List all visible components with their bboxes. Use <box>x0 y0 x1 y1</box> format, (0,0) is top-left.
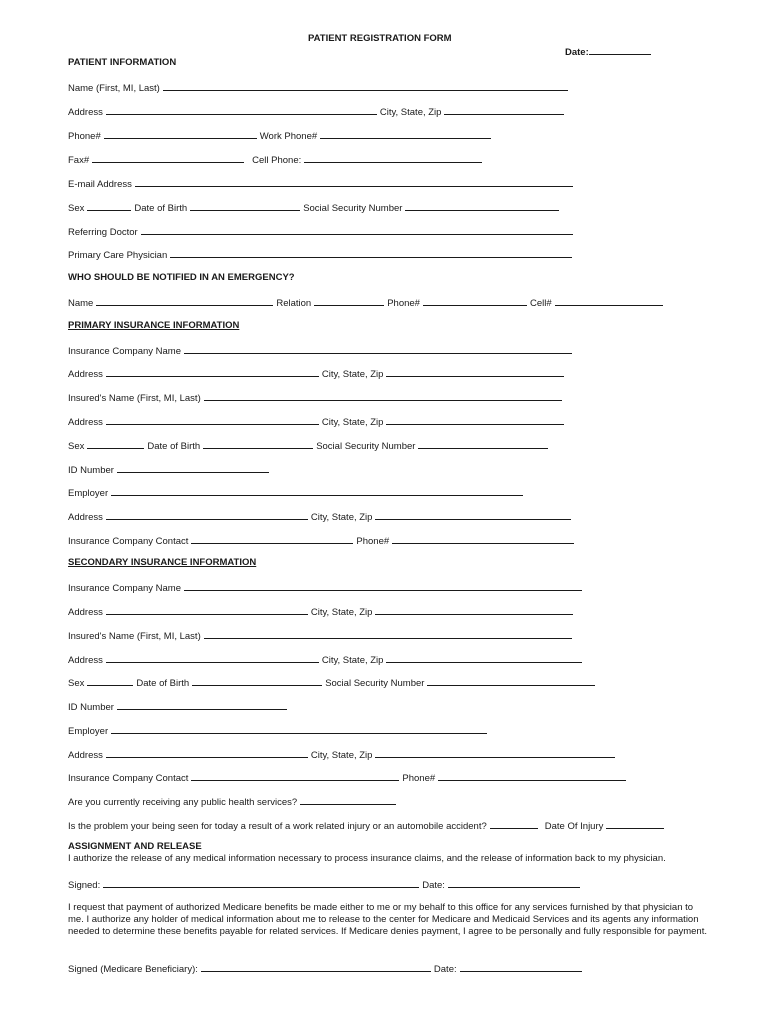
medicare-date-field[interactable] <box>460 962 582 972</box>
form-title: PATIENT REGISTRATION FORM <box>308 33 452 44</box>
primary-phone-field[interactable] <box>392 534 574 544</box>
primary-address-label: Address <box>68 369 103 380</box>
patient-fax-label: Fax# <box>68 155 90 166</box>
secondary-company-field[interactable] <box>184 581 582 591</box>
secondary-sex-label: Sex <box>68 678 85 689</box>
public-health-row <box>68 795 399 809</box>
secondary-ssn-label: Social Security Number <box>325 678 425 689</box>
patient-name-row <box>68 81 571 95</box>
primary-contact-label: Insurance Company Contact <box>68 536 189 547</box>
patient-dob-field[interactable] <box>190 201 300 211</box>
primary-sex-label: Sex <box>68 441 85 452</box>
patient-email-row <box>68 177 576 191</box>
primary-company-row <box>68 344 575 358</box>
patient-referring-field[interactable] <box>141 225 573 235</box>
primary-ssn-label: Social Security Number <box>316 441 416 452</box>
primary-id-field[interactable] <box>117 463 269 473</box>
primary-heading: PRIMARY INSURANCE INFORMATION <box>68 320 240 331</box>
patient-heading: PATIENT INFORMATION <box>68 57 177 68</box>
public-health-field[interactable] <box>300 795 396 805</box>
date-of-injury-field[interactable] <box>606 819 664 829</box>
patient-dob-label: Date of Birth <box>134 203 188 214</box>
injury-label: Is the problem your being seen for today a result of a work related injury or an automobile accident? <box>68 821 487 832</box>
secondary-id-field[interactable] <box>117 700 287 710</box>
primary-contact-field[interactable] <box>191 534 353 544</box>
secondary-contact-row <box>68 771 629 785</box>
secondary-dob-field[interactable] <box>192 676 322 686</box>
patient-phone-row <box>68 129 494 143</box>
secondary-insured-field[interactable] <box>204 629 572 639</box>
secondary-insured-label: Insured's Name (First, MI, Last) <box>68 631 201 642</box>
patient-address-field[interactable] <box>106 105 377 115</box>
secondary-address2-label: Address <box>68 655 103 666</box>
patient-cell-field[interactable] <box>304 153 482 163</box>
patient-name-label: Name (First, MI, Last) <box>68 83 160 94</box>
secondary-company-row <box>68 581 585 595</box>
secondary-company-label: Insurance Company Name <box>68 583 181 594</box>
medicare-signed-row <box>68 962 585 976</box>
primary-address3-field[interactable] <box>106 510 308 520</box>
patient-sex-label: Sex <box>68 203 85 214</box>
release-heading: ASSIGNMENT AND RELEASE <box>68 841 202 852</box>
primary-dob-label: Date of Birth <box>147 441 201 452</box>
secondary-sex-row <box>68 676 598 690</box>
primary-address-row <box>68 367 567 381</box>
primary-insured-row <box>68 391 565 405</box>
medicare-text: I request that payment of authorized Medicare benefits be made either to me or my behalf to this office for any services furnished by that physician to me. I authorize any holder of medical information about me to release to the center for Medicare and Medicaid Services and its agents any information needed to determine these benefits payable for related services. If Medicare denies payment, I agree to be personally and fully responsible for payment. <box>68 902 707 937</box>
patient-pcp-label: Primary Care Physician <box>68 250 168 261</box>
primary-ssn-field[interactable] <box>418 439 548 449</box>
patient-fax-row <box>68 153 485 167</box>
secondary-id-label: ID Number <box>68 702 114 713</box>
secondary-address3-label: Address <box>68 750 103 761</box>
secondary-contact-field[interactable] <box>191 771 399 781</box>
patient-csz-field[interactable] <box>444 105 564 115</box>
patient-work-phone-label: Work Phone# <box>259 131 318 142</box>
secondary-csz3-field[interactable] <box>375 748 615 758</box>
primary-phone-label: Phone# <box>356 536 390 547</box>
secondary-employer-label: Employer <box>68 726 109 737</box>
patient-ssn-label: Social Security Number <box>303 203 403 214</box>
release-date-label: Date: <box>422 880 445 891</box>
emergency-relation-label: Relation <box>276 298 312 309</box>
secondary-address2-row <box>68 653 585 667</box>
primary-insured-field[interactable] <box>204 391 562 401</box>
form-date-field[interactable] <box>589 45 651 55</box>
release-text: I authorize the release of any medical information necessary to process insurance claims, and the release of information back to my physician. <box>68 853 666 864</box>
patient-pcp-field[interactable] <box>170 248 572 258</box>
primary-address2-row <box>68 415 567 429</box>
primary-address3-row <box>68 510 574 524</box>
emergency-phone-label: Phone# <box>387 298 420 309</box>
patient-email-label: E-mail Address <box>68 179 132 190</box>
emergency-name-label: Name <box>68 298 94 309</box>
secondary-address2-field[interactable] <box>106 653 319 663</box>
secondary-csz-label: City, State, Zip <box>310 607 373 618</box>
medicare-date-label: Date: <box>433 964 457 975</box>
secondary-heading: SECONDARY INSURANCE INFORMATION <box>68 557 257 568</box>
injury-field[interactable] <box>490 819 538 829</box>
secondary-address-label: Address <box>68 607 103 618</box>
secondary-ssn-field[interactable] <box>427 676 595 686</box>
patient-email-field[interactable] <box>135 177 573 187</box>
form-date <box>565 45 654 59</box>
secondary-address3-row <box>68 748 618 762</box>
primary-csz3-label: City, State, Zip <box>310 512 373 523</box>
primary-csz3-field[interactable] <box>375 510 571 520</box>
primary-csz-field[interactable] <box>386 367 564 377</box>
primary-employer-field[interactable] <box>111 486 523 496</box>
patient-work-phone-field[interactable] <box>320 129 491 139</box>
patient-ssn-field[interactable] <box>405 201 559 211</box>
secondary-address-row <box>68 605 576 619</box>
date-of-injury-label: Date Of Injury <box>544 821 604 832</box>
primary-csz-label: City, State, Zip <box>321 369 384 380</box>
emergency-heading: WHO SHOULD BE NOTIFIED IN AN EMERGENCY? <box>68 272 295 283</box>
primary-employer-row <box>68 486 526 500</box>
secondary-csz-field[interactable] <box>375 605 573 615</box>
secondary-address-field[interactable] <box>106 605 308 615</box>
secondary-phone-field[interactable] <box>438 771 626 781</box>
primary-address-field[interactable] <box>106 367 319 377</box>
primary-sex-row <box>68 439 551 453</box>
patient-referring-row <box>68 225 576 239</box>
primary-contact-row <box>68 534 577 548</box>
primary-address3-label: Address <box>68 512 103 523</box>
patient-phone-label: Phone# <box>68 131 101 142</box>
patient-csz-label: City, State, Zip <box>379 107 442 118</box>
medicare-signature-field[interactable] <box>201 962 431 972</box>
patient-address-label: Address <box>68 107 103 118</box>
injury-row <box>68 819 667 833</box>
primary-address2-label: Address <box>68 417 103 428</box>
emergency-row <box>68 296 666 310</box>
secondary-sex-field[interactable] <box>87 676 133 686</box>
primary-id-row <box>68 463 272 477</box>
release-signed-label: Signed: <box>68 880 101 891</box>
patient-cell-label: Cell Phone: <box>252 155 302 166</box>
secondary-phone-label: Phone# <box>402 773 436 784</box>
primary-csz2-field[interactable] <box>386 415 564 425</box>
patient-name-field[interactable] <box>163 81 568 91</box>
secondary-address3-field[interactable] <box>106 748 308 758</box>
release-signature-field[interactable] <box>103 878 419 888</box>
secondary-insured-row <box>68 629 575 643</box>
primary-address2-field[interactable] <box>106 415 319 425</box>
release-date-field[interactable] <box>448 878 580 888</box>
secondary-csz2-label: City, State, Zip <box>321 655 384 666</box>
emergency-cell-field[interactable] <box>555 296 663 306</box>
secondary-csz3-label: City, State, Zip <box>310 750 373 761</box>
secondary-dob-label: Date of Birth <box>136 678 190 689</box>
primary-csz2-label: City, State, Zip <box>321 417 384 428</box>
patient-pcp-row <box>68 248 575 262</box>
emergency-relation-field[interactable] <box>314 296 384 306</box>
emergency-cell-label: Cell# <box>529 298 552 309</box>
emergency-phone-field[interactable] <box>423 296 527 306</box>
primary-dob-field[interactable] <box>203 439 313 449</box>
patient-phone-field[interactable] <box>104 129 257 139</box>
primary-employer-label: Employer <box>68 488 109 499</box>
secondary-csz2-field[interactable] <box>386 653 582 663</box>
patient-referring-label: Referring Doctor <box>68 227 138 238</box>
primary-id-label: ID Number <box>68 465 114 476</box>
patient-sex-field[interactable] <box>87 201 131 211</box>
medicare-signed-label: Signed (Medicare Beneficiary): <box>68 964 198 975</box>
secondary-employer-row <box>68 724 490 738</box>
secondary-contact-label: Insurance Company Contact <box>68 773 189 784</box>
public-health-label: Are you currently receiving any public health services? <box>68 797 298 808</box>
form-date-label: Date: <box>565 47 589 58</box>
patient-fax-field[interactable] <box>92 153 244 163</box>
release-signed-row <box>68 878 583 892</box>
primary-sex-field[interactable] <box>87 439 144 449</box>
patient-sex-row <box>68 201 562 215</box>
emergency-name-field[interactable] <box>96 296 273 306</box>
primary-insured-label: Insured's Name (First, MI, Last) <box>68 393 201 404</box>
primary-company-field[interactable] <box>184 344 572 354</box>
secondary-employer-field[interactable] <box>111 724 487 734</box>
patient-address-row <box>68 105 567 119</box>
secondary-id-row <box>68 700 290 714</box>
primary-company-label: Insurance Company Name <box>68 346 181 357</box>
